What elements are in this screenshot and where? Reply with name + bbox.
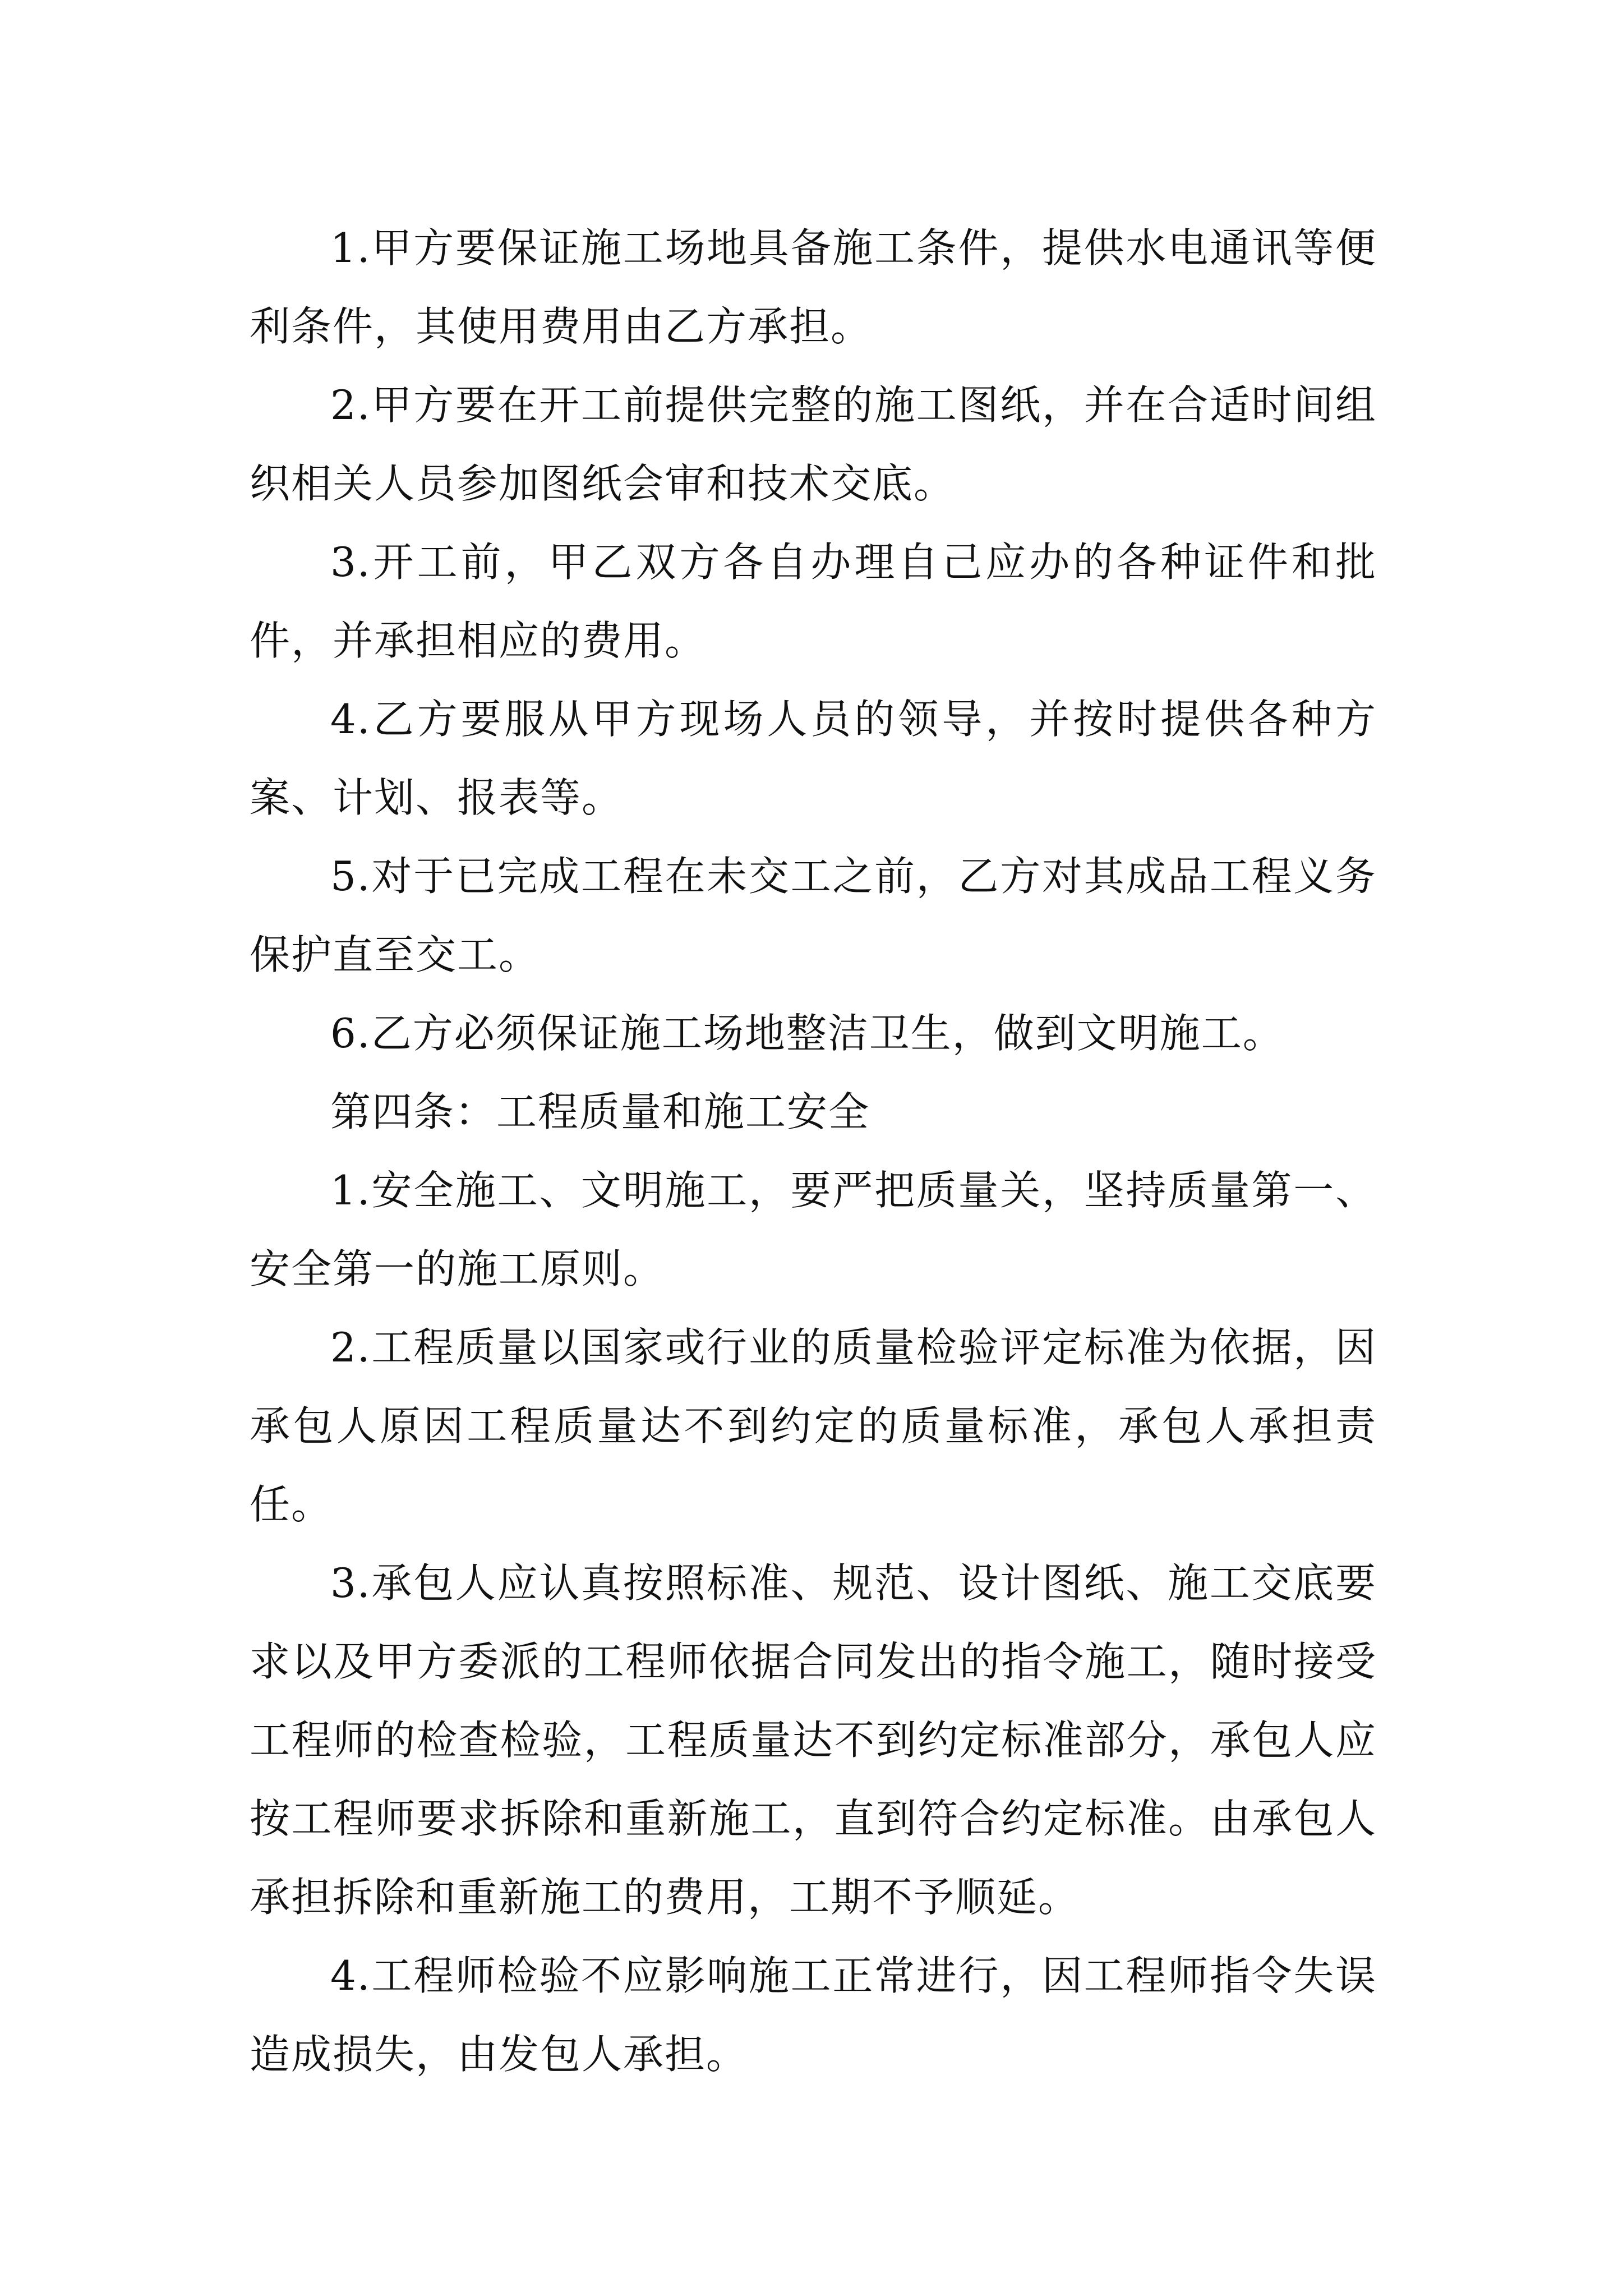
paragraph-9: 3.承包人应认真按照标准、规范、设计图纸、施工交底要求以及甲方委派的工程师依据合同发出的指令施工，随时接受工程师的检查检验，工程质量达不到约定标准部分，承包人应按工程师要求拆除和重新施工，直到符合约定标准。由承包人承担拆除和重新施工的费用，工期不予顺延。 bbox=[250, 1559, 1377, 1921]
paragraph-5: 5.对于已完成工程在未交工之前，乙方对其成品工程义务保护直至交工。 bbox=[250, 853, 1377, 978]
paragraph-8: 2.工程质量以国家或行业的质量检验评定标准为依据，因承包人原因工程质量达不到约定的质量标准，承包人承担责任。 bbox=[250, 1324, 1377, 1528]
paragraph-4: 4.乙方要服从甲方现场人员的领导，并按时提供各种方案、计划、报表等。 bbox=[250, 696, 1377, 821]
paragraph-2: 2.甲方要在开工前提供完整的施工图纸，并在合适时间组织相关人员参加图纸会审和技术交底。 bbox=[250, 381, 1377, 507]
paragraph-10: 4.工程师检验不应影响施工正常进行，因工程师指令失误造成损失，由发包人承担。 bbox=[250, 1952, 1377, 2078]
paragraph-6: 6.乙方必须保证施工场地整洁卫生，做到文明施工。 bbox=[330, 1010, 1284, 1057]
section-heading-article-4: 第四条：工程质量和施工安全 bbox=[330, 1088, 870, 1135]
paragraph-3: 3.开工前，甲乙双方各自办理自己应办的各种证件和批件，并承担相应的费用。 bbox=[250, 539, 1377, 664]
document-body bbox=[250, 209, 1377, 2093]
paragraph-1: 1.甲方要保证施工场地具备施工条件，提供水电通讯等便利条件，其使用费用由乙方承担。 bbox=[250, 224, 1377, 350]
paragraph-7: 1.安全施工、文明施工，要严把质量关，坚持质量第一、安全第一的施工原则。 bbox=[250, 1167, 1377, 1292]
